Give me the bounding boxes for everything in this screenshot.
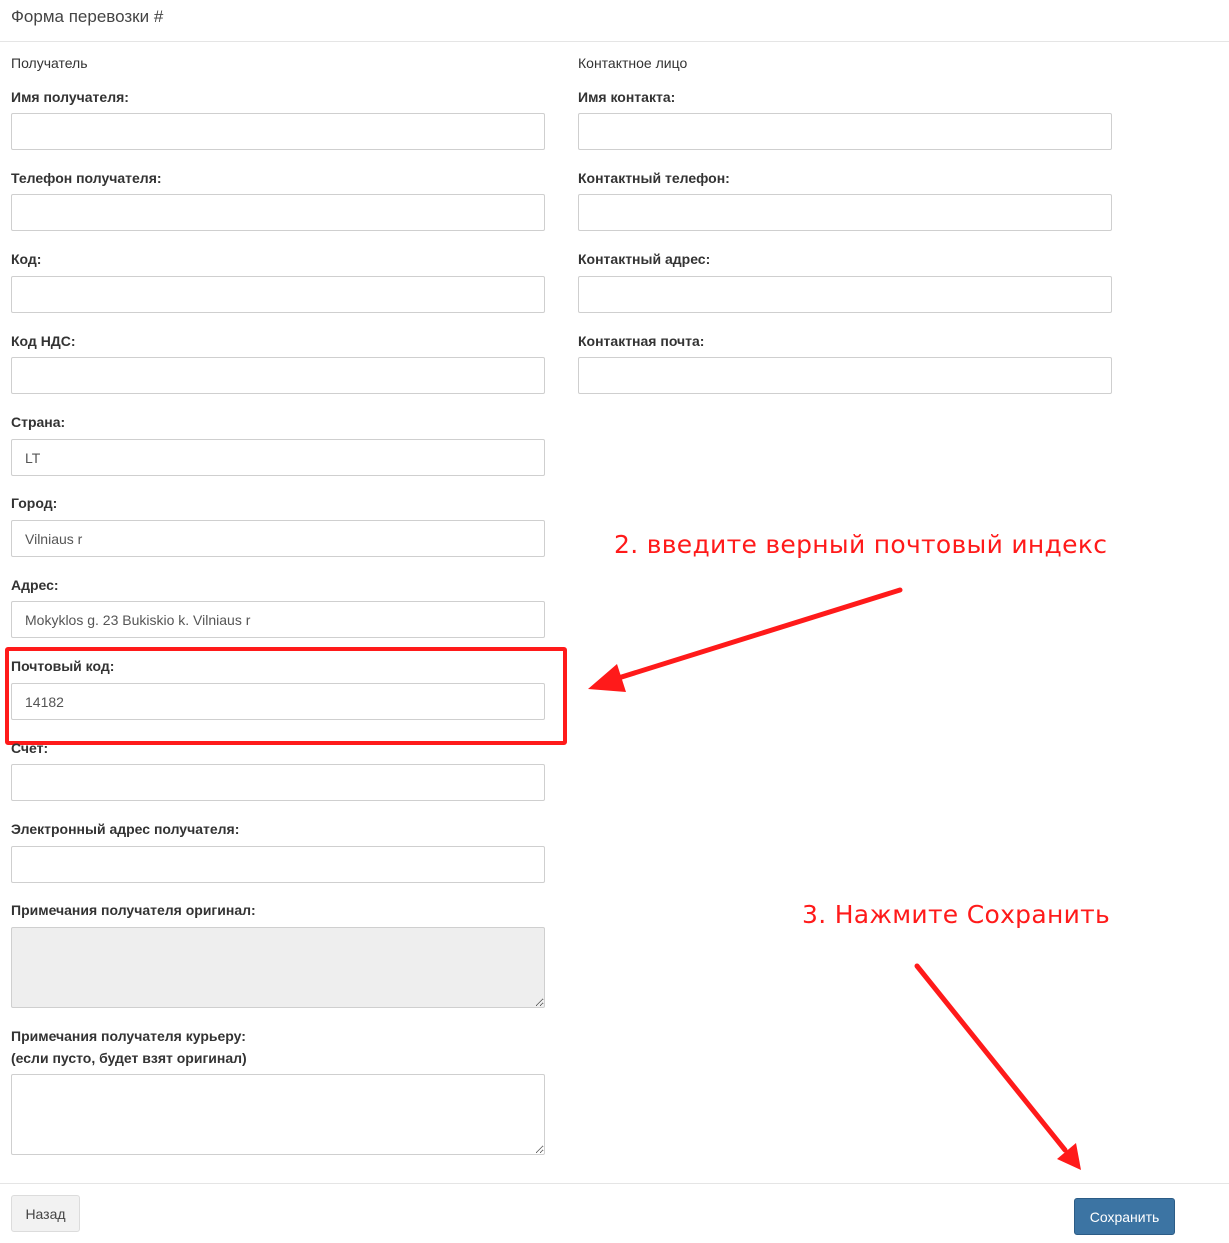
recipient-country-input[interactable] bbox=[11, 439, 545, 476]
notes-courier-hint: (если пусто, будет взят оригинал) bbox=[11, 1050, 247, 1066]
footer-divider bbox=[0, 1183, 1229, 1184]
contact-heading: Контактное лицо bbox=[578, 55, 688, 71]
postal-code-input[interactable] bbox=[11, 683, 545, 720]
account-label: Счет: bbox=[11, 740, 49, 756]
save-button[interactable]: Сохранить bbox=[1074, 1198, 1175, 1235]
arrow-to-postal-code bbox=[588, 590, 900, 692]
contact-address-label: Контактный адрес: bbox=[578, 251, 711, 267]
recipient-phone-input[interactable] bbox=[11, 194, 545, 231]
notes-courier-textarea[interactable] bbox=[11, 1074, 545, 1155]
back-button[interactable]: Назад bbox=[11, 1195, 80, 1232]
annotation-step-2: 2. введите верный почтовый индекс bbox=[614, 530, 1108, 559]
recipient-heading: Получатель bbox=[11, 55, 88, 71]
recipient-code-label: Код: bbox=[11, 251, 42, 267]
annotation-step-3: 3. Нажмите Сохранить bbox=[802, 900, 1111, 929]
recipient-country-label: Страна: bbox=[11, 414, 66, 430]
recipient-name-label: Имя получателя: bbox=[11, 89, 129, 105]
recipient-phone-label: Телефон получателя: bbox=[11, 170, 162, 186]
arrow-to-save-button bbox=[917, 966, 1081, 1170]
contact-name-input[interactable] bbox=[578, 113, 1112, 150]
contact-email-label: Контактная почта: bbox=[578, 333, 705, 349]
recipient-address-input[interactable] bbox=[11, 601, 545, 638]
recipient-city-input[interactable] bbox=[11, 520, 545, 557]
notes-courier-label: Примечания получателя курьеру: bbox=[11, 1028, 246, 1044]
page-title: Форма перевозки # bbox=[11, 7, 164, 26]
header-divider bbox=[0, 41, 1229, 42]
notes-original-textarea bbox=[11, 927, 545, 1008]
notes-original-label: Примечания получателя оригинал: bbox=[11, 902, 256, 918]
contact-address-input[interactable] bbox=[578, 276, 1112, 313]
contact-email-input[interactable] bbox=[578, 357, 1112, 394]
recipient-code-input[interactable] bbox=[11, 276, 545, 313]
recipient-vat-code-label: Код НДС: bbox=[11, 333, 76, 349]
recipient-name-input[interactable] bbox=[11, 113, 545, 150]
account-input[interactable] bbox=[11, 764, 545, 801]
recipient-email-label: Электронный адрес получателя: bbox=[11, 821, 240, 837]
recipient-vat-code-input[interactable] bbox=[11, 357, 545, 394]
recipient-address-label: Адрес: bbox=[11, 577, 59, 593]
postal-code-label: Почтовый код: bbox=[11, 658, 115, 674]
recipient-city-label: Город: bbox=[11, 495, 58, 511]
contact-phone-label: Контактный телефон: bbox=[578, 170, 730, 186]
contact-phone-input[interactable] bbox=[578, 194, 1112, 231]
contact-name-label: Имя контакта: bbox=[578, 89, 676, 105]
recipient-email-input[interactable] bbox=[11, 846, 545, 883]
